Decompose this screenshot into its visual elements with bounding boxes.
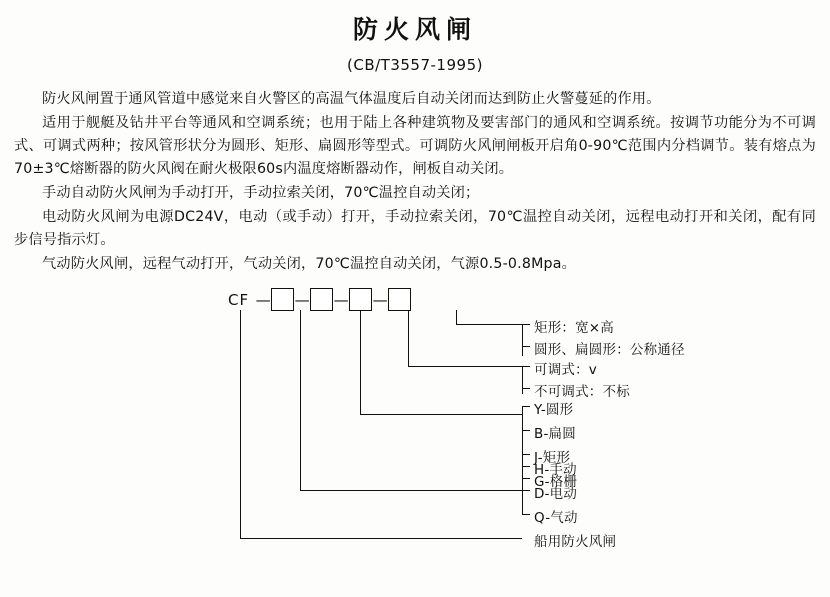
leader-tick-2a bbox=[522, 406, 530, 407]
label-product-name: 船用防火风闸 bbox=[534, 534, 617, 550]
code-box-1 bbox=[271, 288, 294, 311]
leader-h-1 bbox=[300, 490, 522, 491]
leader-line-prefix bbox=[240, 310, 241, 538]
leader-tick-3a bbox=[522, 366, 530, 367]
leader-line-1 bbox=[300, 310, 301, 490]
leader-line-3 bbox=[408, 310, 409, 366]
paragraph-4: 电动防火风闸为电源DC24V，电动（或手动）打开，手动拉索关闭，70℃温控自动关闭，远程电动打开和关闭，配有同步信号指示灯。 bbox=[14, 209, 816, 248]
code-separator-4: — bbox=[372, 290, 388, 309]
leader-line-4 bbox=[456, 310, 457, 324]
label-round-size: 圆形、扁圆形：公称通径 bbox=[534, 342, 685, 358]
leader-tick-2c bbox=[522, 454, 530, 455]
leader-tick-3b bbox=[522, 388, 530, 389]
code-box-2 bbox=[310, 288, 333, 311]
leader-h-4 bbox=[456, 324, 522, 325]
body-text bbox=[14, 88, 816, 276]
leader-bracket-3 bbox=[522, 366, 523, 394]
code-separator-2: — bbox=[294, 290, 310, 309]
leader-tick-4b bbox=[522, 346, 530, 347]
label-non-adjustable: 不可调式：不标 bbox=[534, 384, 630, 400]
label-drive-q: Q-气动 bbox=[534, 510, 578, 526]
leader-h-prefix bbox=[240, 538, 522, 539]
code-separator-1: — bbox=[255, 290, 271, 309]
leader-tick-2b bbox=[522, 430, 530, 431]
leader-h-3 bbox=[408, 366, 522, 367]
leader-tick-4a bbox=[522, 324, 530, 325]
leader-tick-1c bbox=[522, 514, 530, 515]
code-box-3 bbox=[349, 288, 372, 311]
label-shape-g: G-格栅 bbox=[534, 474, 578, 490]
code-row bbox=[228, 288, 411, 311]
leader-line-2 bbox=[360, 310, 361, 414]
paragraph-1: 防火风闸置于通风管道中感觉来自火警区的高温气体温度后自动关闭而达到防止火警蔓延的作用。 bbox=[42, 91, 661, 107]
paragraph-5: 气动防火风闸，远程气动打开，气动关闭，70℃温控自动关闭，气源0.5-0.8Mpa。 bbox=[42, 256, 577, 272]
label-shape-b: B-扁圆 bbox=[534, 426, 576, 442]
document-page bbox=[0, 10, 830, 597]
label-adjustable: 可调式：v bbox=[534, 362, 597, 378]
page-title: 防火风闸 bbox=[352, 15, 477, 44]
label-rect-size: 矩形：宽×高 bbox=[534, 320, 615, 336]
leader-tick-1a bbox=[522, 466, 530, 467]
standard-code: (CB/T3557-1995) bbox=[347, 56, 483, 74]
leader-h-2 bbox=[360, 414, 522, 415]
leader-bracket-4 bbox=[522, 324, 523, 356]
leader-tick-2d bbox=[522, 478, 530, 479]
model-code-diagram bbox=[0, 288, 830, 550]
label-drive-h: H-手动 bbox=[534, 462, 577, 478]
label-drive-d: D-电动 bbox=[534, 486, 578, 502]
code-box-4 bbox=[388, 288, 411, 311]
paragraph-2: 适用于舰艇及钻井平台等通风和空调系统；也用于陆上各种建筑物及要害部门的通风和空调系统。按调节功能分为不可调式、可调式两种；按风管形状分为圆形、矩形、扁圆形等型式。可调防火风闸闸板开启角0-90℃范围内分档调节。装有熔点为70±3℃熔断器的防火风阀在耐火极限60s内温度熔断器动作，闸板自动关闭。 bbox=[14, 115, 816, 177]
label-shape-y: Y-圆形 bbox=[534, 402, 574, 418]
paragraph-3: 手动自动防火风闸为手动打开，手动拉索关闭，70℃温控自动关闭； bbox=[42, 185, 480, 201]
code-separator-3: — bbox=[333, 290, 349, 309]
leader-tick-1b bbox=[522, 490, 530, 491]
label-shape-j: J-矩形 bbox=[534, 450, 571, 466]
code-prefix: CF bbox=[228, 290, 250, 309]
